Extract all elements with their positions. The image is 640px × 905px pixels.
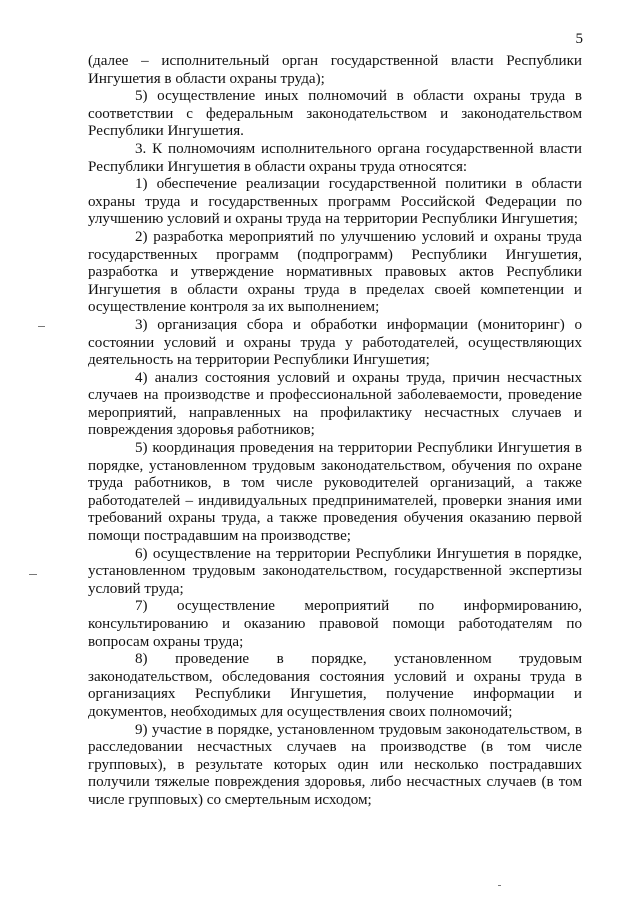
paragraph-item-8: 8) проведение в порядке, установленном трудовым законодательством, обследования состояния условий и охраны труда в организациях Республики Ингушетия, получение информации и документов, необходимых для осуществления своих полномочий; <box>88 651 582 720</box>
paragraph-section-3: 3. К полномочиям исполнительного органа государственной власти Республики Ингушетия в области охраны труда относятся: <box>88 140 582 175</box>
scan-mark <box>498 885 501 886</box>
paragraph-item-5b: 5) координация проведения на территории Республики Ингушетия в порядке, установленном трудовым законодательством, обучения по охране труда работников, в том числе руководителей организаций, а также работодателей – индивидуальных предпринимателей, проверки знания ими требований охраны труда, а также проведения обучения оказанию первой помощи пострадавшим на производстве; <box>88 440 582 545</box>
paragraph-item-1: 1) обеспечение реализации государственной политики в области охраны труда и государственных программ Российской Федерации по улучшению условий и охраны труда на территории Республики Ингушетия; <box>88 176 582 228</box>
document-body <box>88 53 582 810</box>
paragraph-item-5: 5) осуществление иных полномочий в области охраны труда в соответствии с федеральным законодательством и законодательством Республики Ингушетия. <box>88 88 582 140</box>
page-number: 5 <box>575 31 583 47</box>
paragraph-continuation: (далее – исполнительный орган государственной власти Республики Ингушетия в области охраны труда); <box>88 53 582 87</box>
paragraph-item-6: 6) осуществление на территории Республики Ингушетия в порядке, установленном трудовым законодательством, государственной экспертизы условий труда; <box>88 545 582 597</box>
paragraph-item-7: 7) осуществление мероприятий по информированию, консультированию и оказанию правовой помощи работодателям по вопросам охраны труда; <box>88 598 582 650</box>
scan-mark <box>29 574 37 575</box>
scan-mark <box>38 326 45 327</box>
paragraph-item-3: 3) организация сбора и обработки информации (мониторинг) о состоянии условий и охраны труда у работодателей, осуществляющих деятельность на территории Республики Ингушетия; <box>88 316 582 369</box>
paragraph-item-2: 2) разработка мероприятий по улучшению условий и охраны труда государственных программ (подпрограмм) Республики Ингушетия, разработка и утверждение нормативных правовых актов Республики Ингушетия в области охраны труда в пределах своей компетенции и осуществление контроля за их выполнением; <box>88 228 582 316</box>
paragraph-item-4: 4) анализ состояния условий и охраны труда, причин несчастных случаев на производстве и профессиональной заболеваемости, проведение мероприятий, направленных на профилактику несчастных случаев и повреждения здоровья работников; <box>88 369 582 439</box>
paragraph-item-9: 9) участие в порядке, установленном трудовым законодательством, в расследовании несчастных случаев на производстве (в том числе групповых), в результате которых один или несколько пострадавших получили тяжелые повреждения здоровья, либо несчастных случаев (в том числе групповых) со смертельным исходом; <box>88 721 582 808</box>
